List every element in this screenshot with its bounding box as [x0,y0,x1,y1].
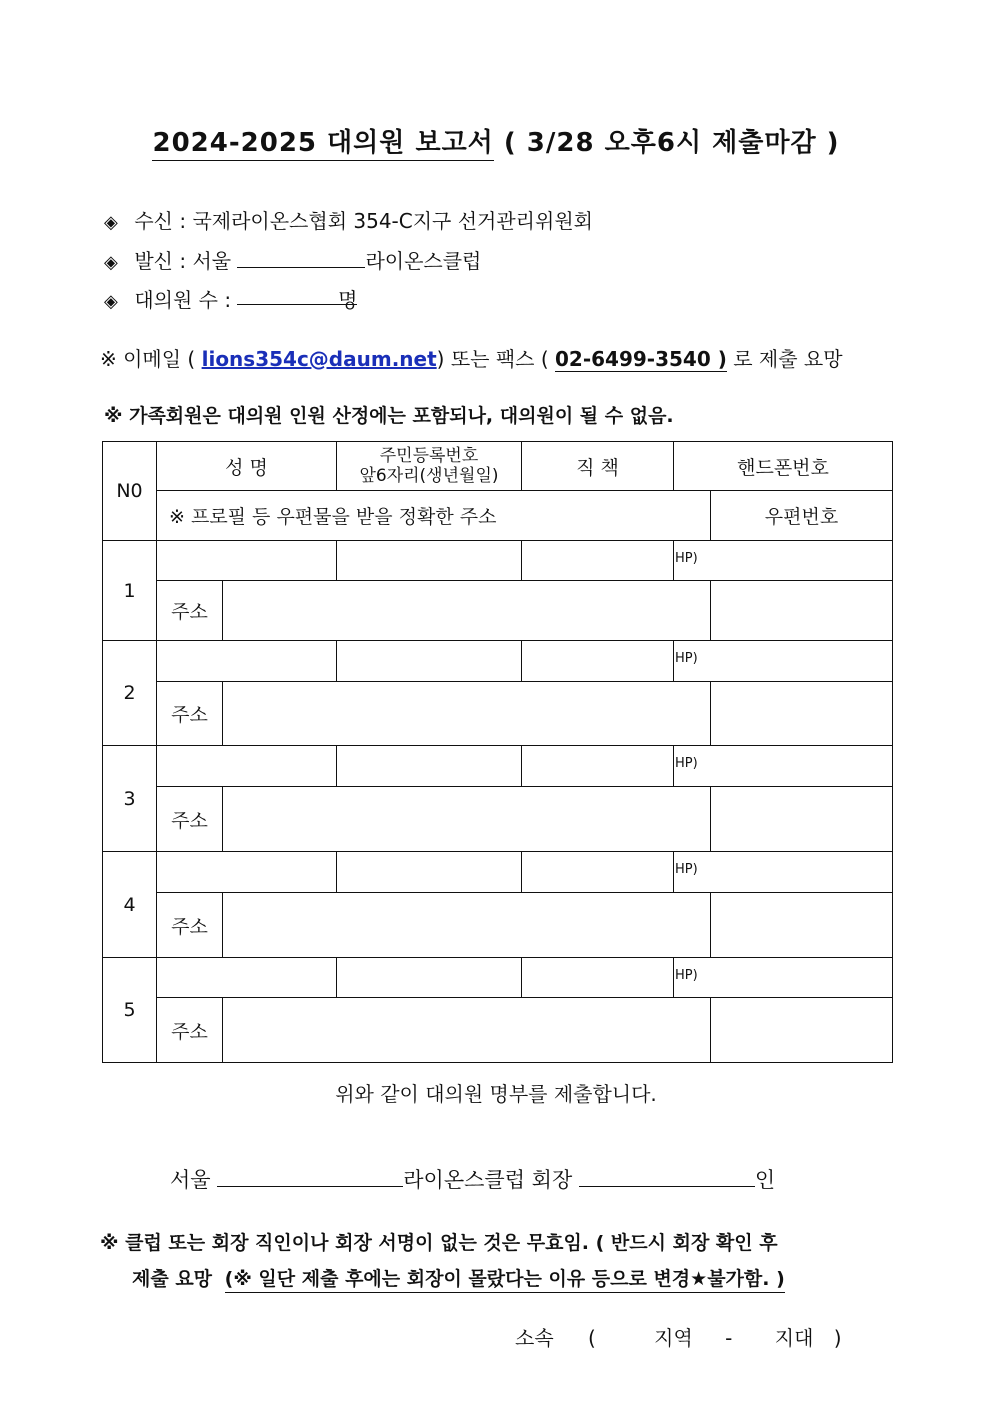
position-cell[interactable] [522,641,674,682]
header-resident-number [337,442,522,491]
phone-cell[interactable] [674,852,893,893]
name-cell[interactable] [157,852,337,893]
header-position: 직 책 [522,442,674,491]
affiliation-label: 소속 [515,1326,554,1350]
address-cell[interactable] [223,787,711,852]
submit-note [100,343,843,372]
diamond-bullet-icon: ◈ [104,291,118,312]
delegate-count-prefix: 대의원 수 : [134,288,232,312]
diamond-bullet-icon: ◈ [104,212,118,233]
signature-city: 서울 [170,1168,211,1192]
address-label: 주소 [157,893,223,958]
position-cell[interactable] [522,852,674,893]
header-phone: 핸드폰번호 [674,442,893,491]
affiliation-open: ( [588,1326,596,1350]
address-row [103,581,893,641]
position-cell[interactable] [522,746,674,787]
header-resident-number-line1: 주민등록번호 [379,446,479,466]
table-row [103,641,893,682]
table-row [103,746,893,787]
title-deadline: ( 3/28 오후6시 제출마감 ) [493,128,840,158]
resident-number-cell[interactable] [337,641,522,682]
invalid-note-line1: ※ 클럽 또는 회장 직인이나 회장 서명이 없는 것은 무효임. ( 반드시 회장 확인 후 [100,1232,778,1254]
signature-club-president: 라이온스클럽 회장 [403,1168,573,1192]
phone-cell[interactable] [674,958,893,998]
postal-code-cell[interactable] [711,893,893,958]
postal-code-cell[interactable] [711,581,893,641]
header-row-1 [103,442,893,491]
name-cell[interactable] [157,958,337,998]
header-row-2 [103,491,893,541]
row-number: 1 [103,541,157,641]
phone-cell[interactable] [674,541,893,581]
signature-club-blank[interactable] [217,1162,403,1187]
row-number: 2 [103,641,157,746]
header-name: 성 명 [157,442,337,491]
table-row [103,852,893,893]
diamond-bullet-icon: ◈ [104,252,118,273]
address-row [103,682,893,746]
address-label: 주소 [157,787,223,852]
page-title [0,122,992,159]
seal-mark: 인 [754,1168,776,1192]
resident-number-cell[interactable] [337,746,522,787]
invalid-note-line2 [132,1264,785,1291]
hp-label: HP) [675,551,698,566]
submit-note-prefix: ※ 이메일 ( [100,347,196,371]
submit-note-suffix: 로 제출 요망 [733,347,843,371]
title-main: 2024-2025 대의원 보고서 [152,128,493,161]
row-number: 5 [103,958,157,1063]
name-cell[interactable] [157,746,337,787]
name-cell[interactable] [157,541,337,581]
address-label: 주소 [157,682,223,746]
row-number: 3 [103,746,157,852]
resident-number-cell[interactable] [337,852,522,893]
delegate-count-blank[interactable] [237,284,358,312]
affiliation-region: 지역 [654,1326,693,1350]
sender-line [104,245,481,274]
president-name-blank[interactable] [579,1162,755,1187]
hp-label: HP) [675,862,698,877]
position-cell[interactable] [522,541,674,581]
recipient-line [104,205,593,234]
invalid-note-line2-prefix: 제출 요망 [132,1268,213,1290]
hp-label: HP) [675,756,698,771]
postal-code-cell[interactable] [711,682,893,746]
postal-code-cell[interactable] [711,998,893,1063]
recipient-text: 수신 : 국제라이온스협회 354-C지구 선거관리위원회 [134,209,593,233]
address-cell[interactable] [223,893,711,958]
postal-code-cell[interactable] [711,787,893,852]
address-label: 주소 [157,581,223,641]
address-row [103,787,893,852]
affiliation-dash: - [725,1326,733,1350]
header-resident-number-line2: 앞6자리(생년월일) [359,466,499,486]
table-row [103,541,893,581]
address-row [103,893,893,958]
affiliation-line [515,1322,842,1351]
invalid-note-line2-underlined: (※ 일단 제출 후에는 회장이 몰랐다는 이유 등으로 변경★불가함. ) [225,1268,785,1293]
resident-number-cell[interactable] [337,541,522,581]
hp-label: HP) [675,968,698,983]
affiliation-close: ) [833,1326,842,1350]
address-cell[interactable] [223,998,711,1063]
hp-label: HP) [675,651,698,666]
affiliation-zone: 지대 [774,1326,814,1350]
club-name-blank[interactable] [237,247,365,268]
delegate-count-suffix: 명 [338,288,358,312]
header-profile-address: ※ 프로필 등 우편물을 받을 정확한 주소 [157,491,711,541]
signature-line [170,1162,775,1194]
sender-suffix: 라이온스클럽 [365,249,482,273]
delegate-roster-table [102,441,893,1063]
phone-cell[interactable] [674,746,893,787]
fax-number: 02-6499-3540 ) [555,347,727,371]
email-link[interactable]: lions354c@daum.net [201,347,437,371]
sender-prefix: 발신 : 서울 [134,249,232,273]
header-no: N0 [103,442,157,541]
address-label: 주소 [157,998,223,1063]
position-cell[interactable] [522,958,674,998]
submission-statement: 위와 같이 대의원 명부를 제출합니다. [335,1082,657,1106]
submit-note-middle: ) 또는 팩스 ( [436,347,549,371]
name-cell[interactable] [157,641,337,682]
family-member-note: ※ 가족회원은 대의원 인원 산정에는 포함되나, 대의원이 될 수 없음. [104,405,674,427]
address-cell[interactable] [223,581,711,641]
delegate-count-line [104,284,357,313]
address-row [103,998,893,1063]
phone-cell[interactable] [674,641,893,682]
resident-number-cell[interactable] [337,958,522,998]
address-cell[interactable] [223,682,711,746]
row-number: 4 [103,852,157,958]
header-postal-code: 우편번호 [711,491,893,541]
table-row [103,958,893,998]
